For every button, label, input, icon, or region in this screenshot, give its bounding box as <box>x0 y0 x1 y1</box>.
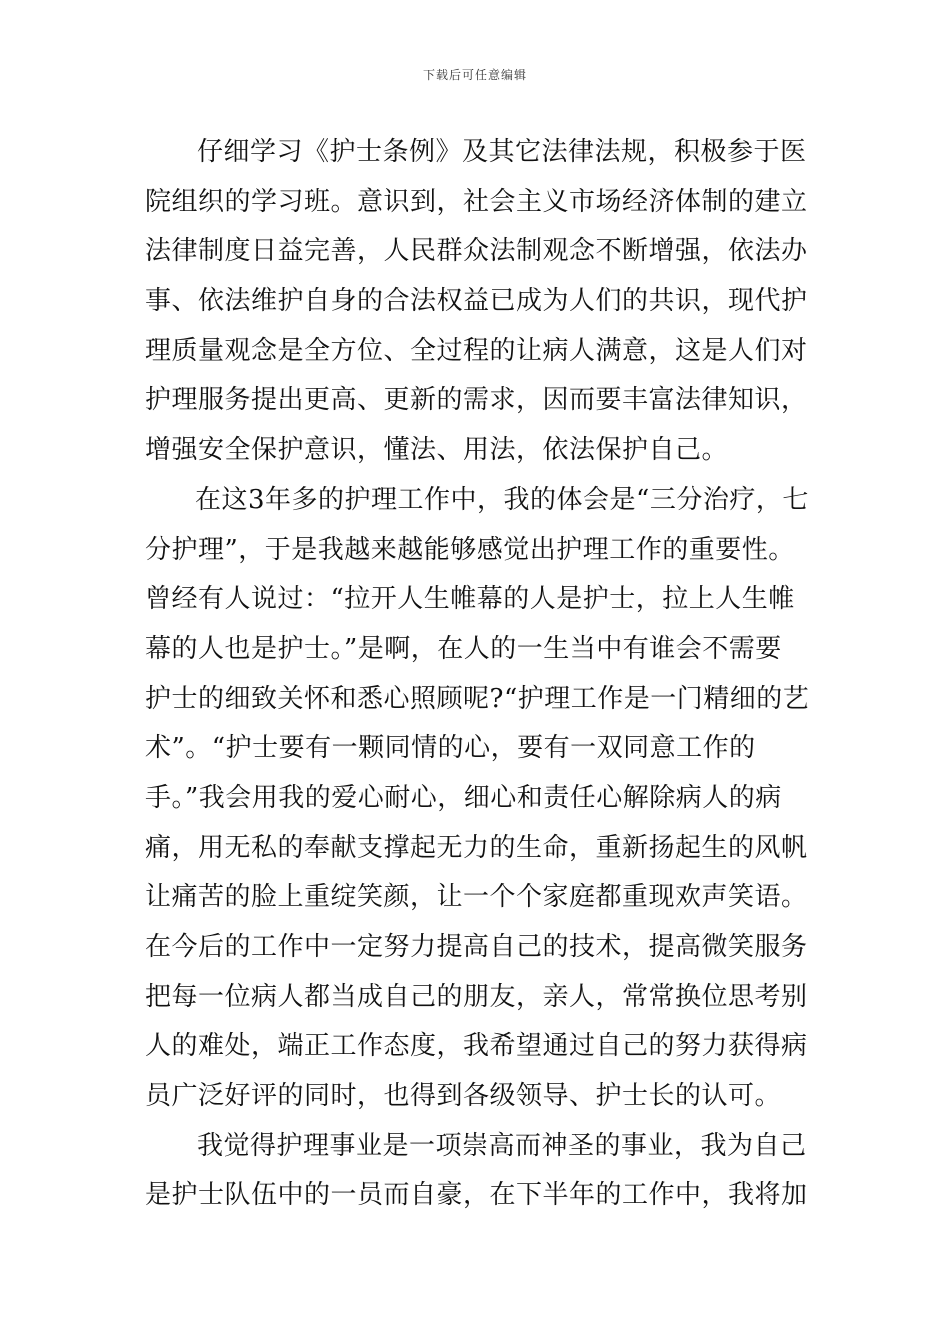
paragraph-line: 术”。“护士要有一颗同情的心，要有一双同意工作的 <box>145 733 756 764</box>
paragraph-line: 理质量观念是全方位、全过程的让病人满意，这是人们对 <box>145 335 808 366</box>
paragraph-line: 把每一位病人都当成自己的朋友，亲人，常常换位思考别 <box>145 981 808 1012</box>
paragraph-line: 是护士队伍中的一员而自豪，在下半年的工作中，我将加 <box>145 1180 808 1211</box>
paragraph-line: 手。”我会用我的爱心耐心，细心和责任心解除病人的病 <box>145 782 782 813</box>
paragraph-line: 分护理”，于是我越来越能够感觉出护理工作的重要性。 <box>145 534 795 565</box>
paragraph-line: 痛，用无私的奉献支撑起无力的生命，重新扬起生的风帆 <box>145 832 808 863</box>
paragraph-line: 员广泛好评的同时，也得到各级领导、护士长的认可。 <box>145 1081 782 1112</box>
paragraph-line: 增强安全保护意识，懂法、用法，依法保护自己。 <box>145 435 729 466</box>
paragraph-line: 幕的人也是护士。”是啊，在人的一生当中有谁会不需要 <box>145 633 782 664</box>
paragraph-line: 仔细学习《护士条例》及其它法律法规，积极参于医 <box>197 137 807 167</box>
paragraph-line: 护理服务提出更高、更新的需求，因而要丰富法律知识， <box>145 385 808 416</box>
paragraph-line: 人的难处，端正工作态度，我希望通过自己的努力获得病 <box>145 1031 808 1062</box>
paragraph-line: 我觉得护理事业是一项崇高而神圣的事业，我为自己 <box>197 1130 807 1161</box>
body-text <box>145 128 810 1221</box>
paragraph-line: 法律制度日益完善，人民群众法制观念不断增强，依法办 <box>145 236 808 267</box>
paragraph-line: 让痛苦的脸上重绽笑颜，让一个个家庭都重现欢声笑语。 <box>145 882 808 913</box>
paragraph-line: 事、依法维护自身的合法权益已成为人们的共识，现代护 <box>145 286 808 317</box>
header-note: 下载后可任意编辑 <box>422 68 527 82</box>
paragraph-line: 曾经有人说过：“拉开人生帷幕的人是护士，拉上人生帷 <box>145 584 795 615</box>
paragraph-line: 护士的细致关怀和悉心照顾呢?“护理工作是一门精细的艺 <box>145 683 810 714</box>
paragraph-line: 在今后的工作中一定努力提高自己的技术，提高微笑服务 <box>145 932 808 962</box>
paragraph-line: 院组织的学习班。意识到，社会主义市场经济体制的建立 <box>145 186 808 217</box>
paragraph-line: 在这3年多的护理工作中，我的体会是“三分治疗，七 <box>195 484 809 515</box>
